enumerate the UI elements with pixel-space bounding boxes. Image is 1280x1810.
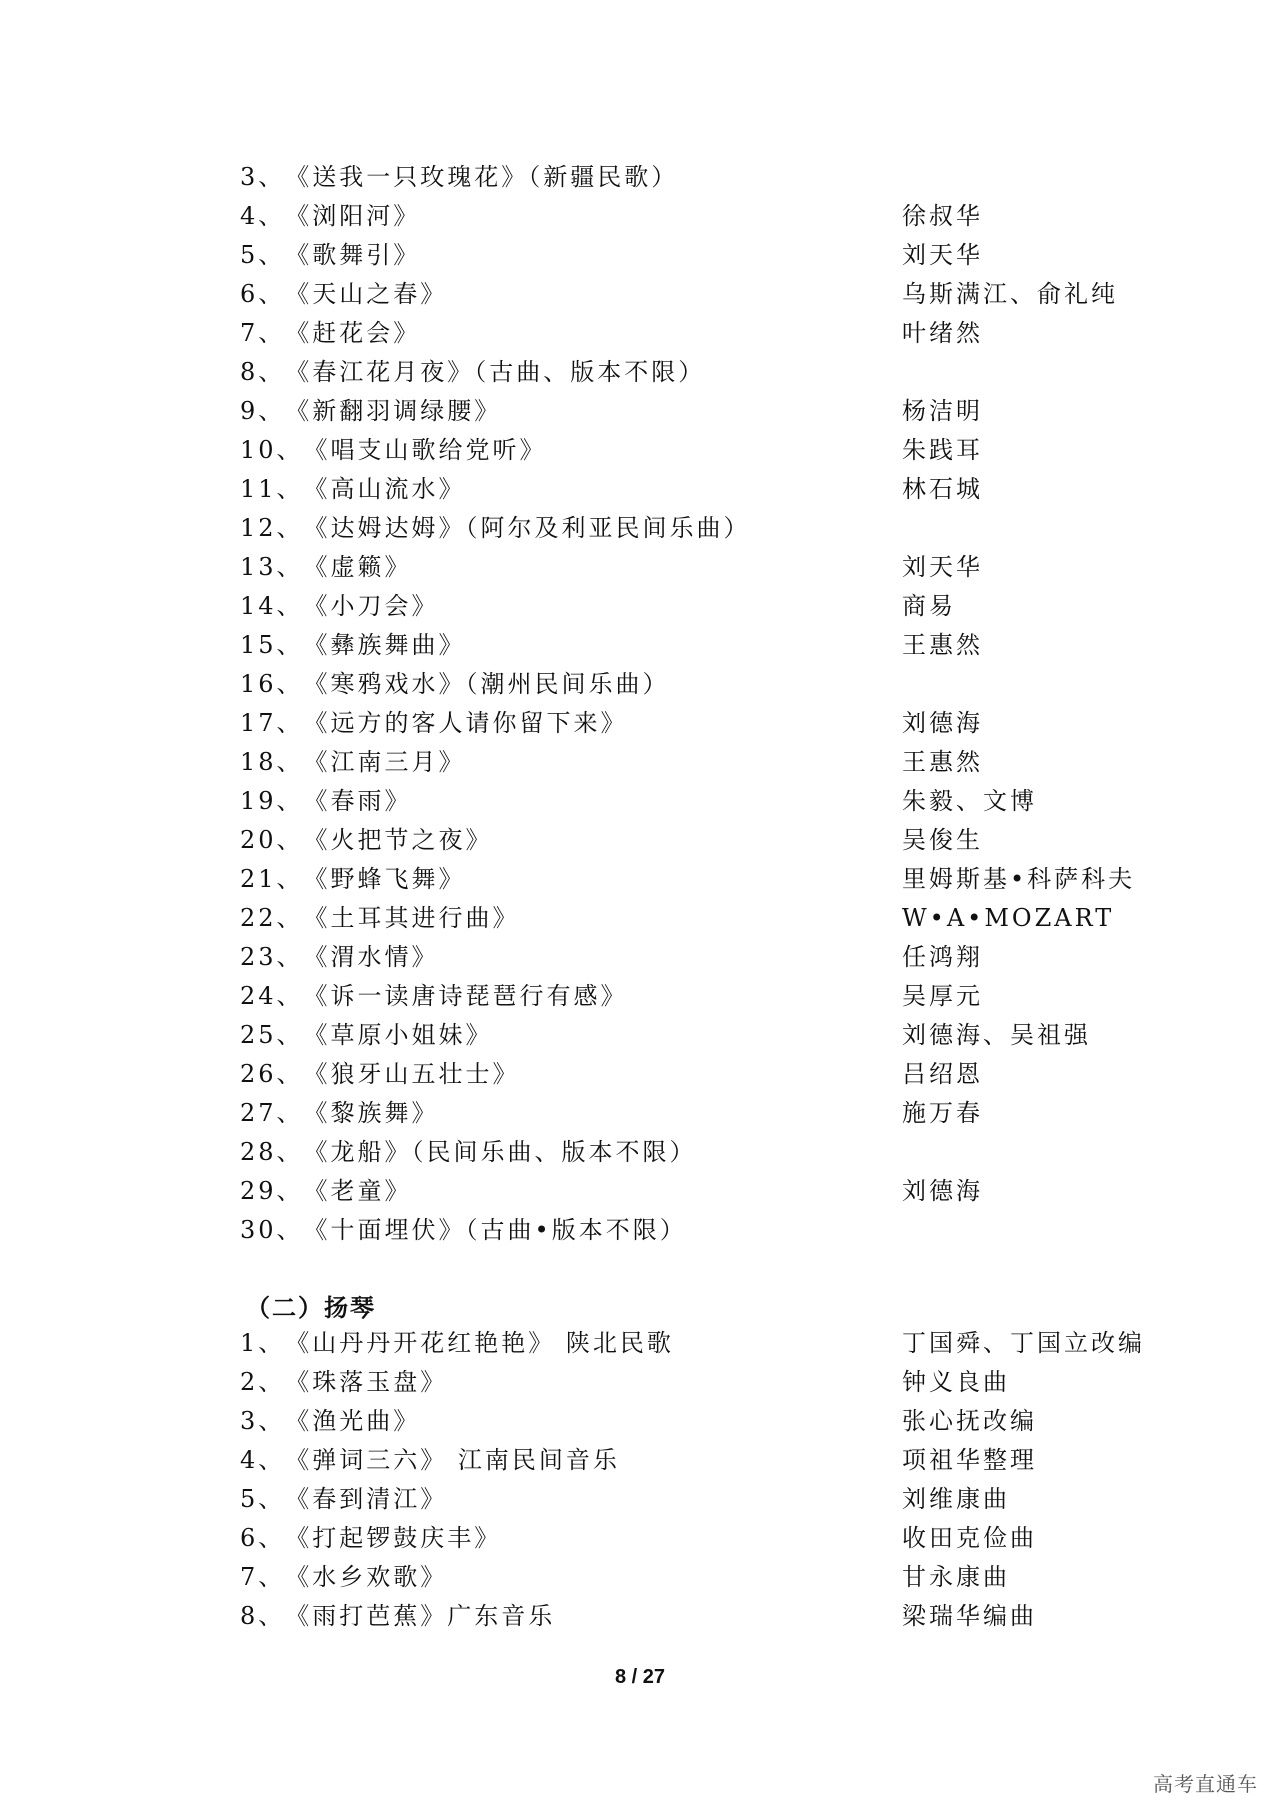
- item-number: 13、: [240, 553, 304, 581]
- item-composer: 叶绪然: [902, 319, 983, 347]
- item-title: 《春到清江》: [285, 1485, 448, 1513]
- item-number: 15、: [240, 631, 304, 659]
- item-title: 《小刀会》: [303, 592, 439, 620]
- item-number: 5、: [240, 1485, 286, 1513]
- list-item: [240, 1211, 1140, 1250]
- item-number: 7、: [240, 1563, 286, 1591]
- item-title: 《弹词三六》 江南民间音乐: [285, 1446, 620, 1474]
- item-title: 《老童》: [303, 1177, 412, 1205]
- item-number: 23、: [240, 943, 304, 971]
- item-title: 《赶花会》: [285, 319, 421, 347]
- item-title: 《十面埋伏》（古曲•版本不限）: [303, 1216, 687, 1244]
- list-item: [240, 1172, 1140, 1211]
- item-number: 24、: [240, 982, 304, 1010]
- item-number: 1、: [240, 1329, 286, 1357]
- item-title: 《野蜂飞舞》: [303, 865, 466, 893]
- item-composer: 施万春: [902, 1099, 983, 1127]
- list-item: [240, 1324, 1145, 1363]
- list-item: [240, 431, 1140, 470]
- list-item: [240, 899, 1140, 938]
- item-number: 30、: [240, 1216, 304, 1244]
- piece-list-pipa: [240, 158, 1140, 1250]
- item-composer: 甘永康曲: [902, 1563, 1010, 1591]
- item-title: 《唱支山歌给党听》: [303, 436, 547, 464]
- item-number: 19、: [240, 787, 304, 815]
- item-title: 《达姆达姆》（阿尔及利亚民间乐曲）: [303, 514, 751, 542]
- list-item: [240, 821, 1140, 860]
- item-title: 《黎族舞》: [303, 1099, 439, 1127]
- item-number: 28、: [240, 1138, 304, 1166]
- watermark: 高考直通车: [1153, 1772, 1258, 1796]
- list-item: [240, 314, 1140, 353]
- item-composer: 吕绍恩: [902, 1060, 983, 1088]
- list-item: [240, 197, 1140, 236]
- item-title: 《狼牙山五壮士》: [303, 1060, 520, 1088]
- item-composer: 朱践耳: [902, 436, 983, 464]
- list-item: [240, 1597, 1140, 1636]
- list-item: [240, 236, 1140, 275]
- item-composer: 吴厚元: [902, 982, 983, 1010]
- list-item: [240, 743, 1140, 782]
- list-item: [240, 665, 1140, 704]
- item-number: 10、: [240, 436, 304, 464]
- list-item: [240, 938, 1140, 977]
- item-title: 《江南三月》: [303, 748, 466, 776]
- list-item: [240, 977, 1140, 1016]
- list-item: [240, 509, 1140, 548]
- item-number: 6、: [240, 280, 286, 308]
- item-composer: 刘德海、吴祖强: [902, 1021, 1091, 1049]
- item-title: 《诉一读唐诗琵琶行有感》: [303, 982, 628, 1010]
- list-item: [240, 548, 1140, 587]
- item-title: 《龙船》（民间乐曲、版本不限）: [303, 1138, 697, 1166]
- list-item: [240, 626, 1140, 665]
- item-composer: 收田克俭曲: [902, 1524, 1037, 1552]
- list-item: [240, 353, 1140, 392]
- item-composer: 任鸿翔: [902, 943, 983, 971]
- item-composer: 朱毅、文博: [902, 787, 1037, 815]
- item-number: 16、: [240, 670, 304, 698]
- item-composer: 刘德海: [902, 709, 983, 737]
- item-number: 5、: [240, 241, 286, 269]
- item-composer: 商易: [902, 592, 956, 620]
- item-number: 17、: [240, 709, 304, 737]
- list-item: [240, 1363, 1140, 1402]
- item-composer: 项祖华整理: [902, 1446, 1037, 1474]
- item-number: 9、: [240, 397, 286, 425]
- item-composer: 林石城: [902, 475, 983, 503]
- list-item: [240, 587, 1140, 626]
- item-title: 《虚籁》: [303, 553, 412, 581]
- item-composer: 梁瑞华编曲: [902, 1602, 1037, 1630]
- item-number: 26、: [240, 1060, 304, 1088]
- list-item: [240, 1055, 1140, 1094]
- item-title: 《天山之春》: [285, 280, 448, 308]
- list-item: [240, 1094, 1140, 1133]
- item-number: 3、: [240, 163, 286, 191]
- item-composer: 徐叔华: [902, 202, 983, 230]
- item-title: 《珠落玉盘》: [285, 1368, 448, 1396]
- list-item: [240, 1402, 1140, 1441]
- item-title: 《渔光曲》: [285, 1407, 421, 1435]
- list-item: [240, 470, 1140, 509]
- item-number: 4、: [240, 1446, 286, 1474]
- list-item: [240, 782, 1140, 821]
- item-number: 8、: [240, 1602, 286, 1630]
- item-composer: W•A•MOZART: [902, 904, 1115, 932]
- item-composer: 丁国舜、丁国立改编: [902, 1329, 1145, 1357]
- list-item: [240, 1133, 1140, 1172]
- item-title: 《打起锣鼓庆丰》: [285, 1524, 502, 1552]
- item-composer: 张心抚改编: [902, 1407, 1037, 1435]
- item-title: 《送我一只玫瑰花》（新疆民歌）: [285, 163, 679, 191]
- item-number: 12、: [240, 514, 304, 542]
- piece-list-yangqin: [240, 1324, 1145, 1636]
- item-number: 29、: [240, 1177, 304, 1205]
- item-composer: 刘天华: [902, 241, 983, 269]
- list-item: [240, 1519, 1140, 1558]
- item-number: 25、: [240, 1021, 304, 1049]
- item-number: 2、: [240, 1368, 286, 1396]
- item-title: 《春雨》: [303, 787, 412, 815]
- item-number: 7、: [240, 319, 286, 347]
- item-number: 18、: [240, 748, 304, 776]
- item-title: 《歌舞引》: [285, 241, 421, 269]
- item-title: 《草原小姐妹》: [303, 1021, 493, 1049]
- item-composer: 刘德海: [902, 1177, 983, 1205]
- item-composer: 杨洁明: [902, 397, 983, 425]
- item-title: 《春江花月夜》（古曲、版本不限）: [285, 358, 706, 386]
- item-title: 《渭水情》: [303, 943, 439, 971]
- item-composer: 王惠然: [902, 748, 983, 776]
- list-item: [240, 1558, 1140, 1597]
- list-item: [240, 158, 1140, 197]
- item-title: 《浏阳河》: [285, 202, 421, 230]
- item-title: 《新翻羽调绿腰》: [285, 397, 502, 425]
- item-composer: 王惠然: [902, 631, 983, 659]
- item-number: 8、: [240, 358, 286, 386]
- item-title: 《彝族舞曲》: [303, 631, 466, 659]
- item-number: 4、: [240, 202, 286, 230]
- list-item: [240, 275, 1140, 314]
- list-item: [240, 1441, 1140, 1480]
- section-heading-yangqin: （二）扬琴: [246, 1293, 376, 1322]
- item-composer: 里姆斯基•科萨科夫: [902, 865, 1136, 893]
- item-title: 《火把节之夜》: [303, 826, 493, 854]
- item-composer: 刘天华: [902, 553, 983, 581]
- item-composer: 钟义良曲: [902, 1368, 1010, 1396]
- item-title: 《远方的客人请你留下来》: [303, 709, 628, 737]
- list-item: [240, 1016, 1140, 1055]
- list-item: [240, 860, 1140, 899]
- item-number: 27、: [240, 1099, 304, 1127]
- item-title: 《雨打芭蕉》广东音乐: [285, 1602, 556, 1630]
- item-number: 22、: [240, 904, 304, 932]
- item-number: 11、: [240, 475, 304, 503]
- item-composer: 吴俊生: [902, 826, 983, 854]
- item-title: 《山丹丹开花红艳艳》 陕北民歌: [285, 1329, 674, 1357]
- item-composer: 刘维康曲: [902, 1485, 1010, 1513]
- item-number: 6、: [240, 1524, 286, 1552]
- item-title: 《土耳其进行曲》: [303, 904, 520, 932]
- list-item: [240, 392, 1140, 431]
- item-title: 《高山流水》: [303, 475, 466, 503]
- item-title: 《水乡欢歌》: [285, 1563, 448, 1591]
- item-number: 3、: [240, 1407, 286, 1435]
- item-composer: 乌斯满江、俞礼纯: [902, 280, 1118, 308]
- item-number: 14、: [240, 592, 304, 620]
- item-number: 21、: [240, 865, 304, 893]
- page-number: 8 / 27: [614, 1666, 666, 1688]
- list-item: [240, 1480, 1140, 1519]
- list-item: [240, 704, 1140, 743]
- item-number: 20、: [240, 826, 304, 854]
- item-title: 《寒鸦戏水》（潮州民间乐曲）: [303, 670, 670, 698]
